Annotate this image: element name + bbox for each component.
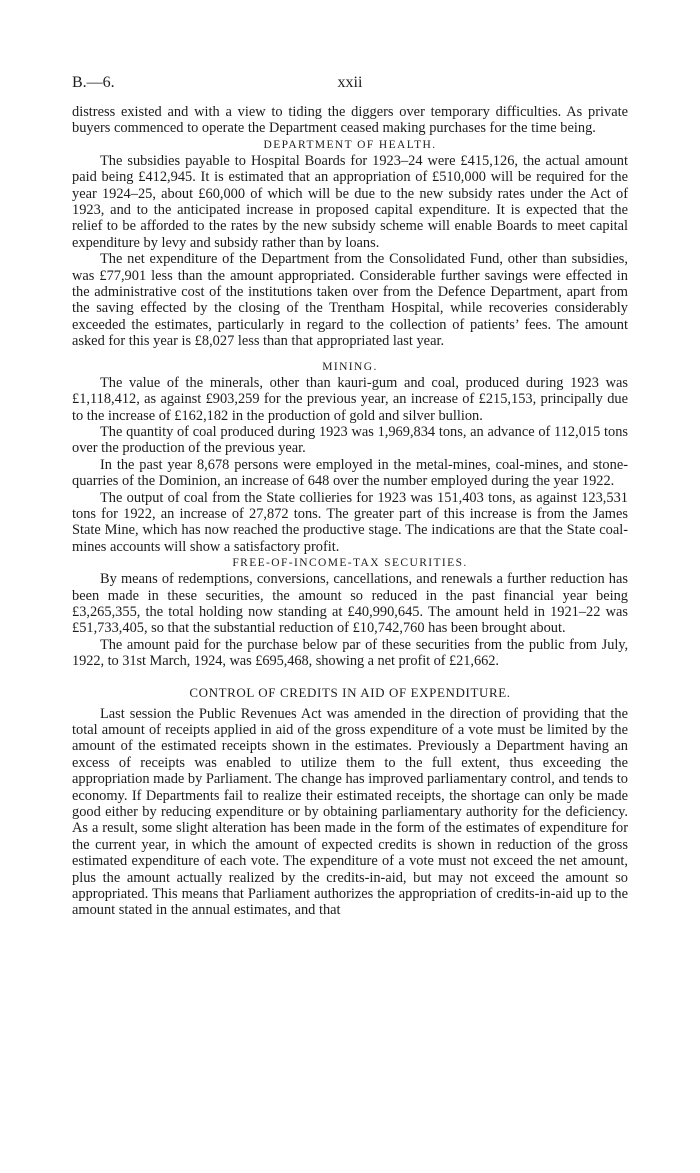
page-header xyxy=(72,74,628,96)
health-paragraph: The subsidies payable to Hospital Boards for 1923–24 were £415,126, the actual amount paid being £412,945. It is estimated that an appropriation of £510,000 will be required for the year 1924–25, about £60,000 of which will be due to the new subsidy rates under the Act of 1923, and to the anticipated increase in proposed capital expenditure. It is expected that the relief to be afforded to the rates by the new subsidy scheme will enable Boards to meet capital expenditure by levy and subsidy rather than by loans. xyxy=(72,152,628,251)
continuation-paragraph: distress existed and with a view to tiding the diggers over temporary difficulties. As private buyers commenced to operate the Department ceased making purchases for the time being. xyxy=(72,104,628,137)
document-body xyxy=(72,104,628,919)
mining-paragraph: The quantity of coal produced during 1923 was 1,969,834 tons, an advance of 112,015 tons over the production of the previous year. xyxy=(72,423,628,457)
securities-paragraph: By means of redemptions, conversions, cancellations, and renewals a further reduction has been made in these securities, the amount so reduced in the past financial year being £3,265,355, the total holding now standing at £40,990,645. The amount held in 1921–22 was £51,733,405, so that the substantial reduction of £10,742,760 has been brought about. xyxy=(72,571,628,637)
mining-paragraph: The output of coal from the State collieries for 1923 was 151,403 tons, as against 123,531 tons for 1922, an increase of 27,872 tons. The greater part of this increase is from the James State Mine, which has now reached the productive stage. The indications are that the State coal-mines accounts will show a satisfactory profit. xyxy=(72,489,628,555)
section-heading-mining: MINING. xyxy=(322,360,378,373)
securities-paragraph: The amount paid for the purchase below par of these securities from the public from July, 1922, to 31st March, 1924, was £695,468, showing a net profit of £21,662. xyxy=(72,636,628,670)
section-heading-securities: FREE-OF-INCOME-TAX SECURITIES. xyxy=(232,557,468,570)
health-paragraph: The net expenditure of the Department from the Consolidated Fund, other than subsidies, was £77,901 less than the amount appropriated. Considerable further savings were effected in the administrative cost of the institutions taken over from the Defence Department, apart from the saving effected by the closing of the Trentham Hospital, while recoveries considerably exceeded the estimates, particularly in regard to the collection of patients’ fees. The amount asked for this year is £8,027 less than that appropriated last year. xyxy=(72,251,628,350)
mining-paragraph: The value of the minerals, other than kauri-gum and coal, produced during 1923 was £1,118,412, as against £903,259 for the previous year, an increase of £215,153, principally due to the increase of £162,182 in the production of gold and silver bullion. xyxy=(72,374,628,424)
credits-paragraph: Last session the Public Revenues Act was amended in the direction of providing that the total amount of receipts applied in aid of the gross expenditure of a vote must be limited by the amount of the estimated receipts shown in the estimates. Previously a Department having an excess of receipts was enabled to utilize them to the full extent, thus exceeding the appropriation made by Parliament. The change has improved parliamentary control, and tends to economy. If Departments fail to realize their estimated receipts, the shortage can only be made good either by reducing expenditure or by obtaining parliamentary authority for the deficiency. As a result, some slight alteration has been made in the form of the estimates of expenditure for the current year, in which the amount of expected credits is shown in reduction of the gross estimated expenditure of each vote. The expenditure of a vote must not exceed the net amount, plus the amount actually realized by the credits-in-aid, but may not exceed the amount so appropriated. This means that Parliament authorizes the appropriation of credits-in-aid up to the amount stated in the annual estimates, and that xyxy=(72,705,628,919)
page-number: xxii xyxy=(337,74,363,91)
section-heading-credits: CONTROL OF CREDITS IN AID OF EXPENDITURE. xyxy=(189,684,511,700)
section-heading-health: DEPARTMENT OF HEALTH. xyxy=(263,138,437,151)
document-reference: B.—6. xyxy=(72,74,115,91)
mining-paragraph: In the past year 8,678 persons were employed in the metal-mines, coal-mines, and stone-quarries of the Dominion, an increase of 648 over the number employed during the year 1922. xyxy=(72,456,628,490)
